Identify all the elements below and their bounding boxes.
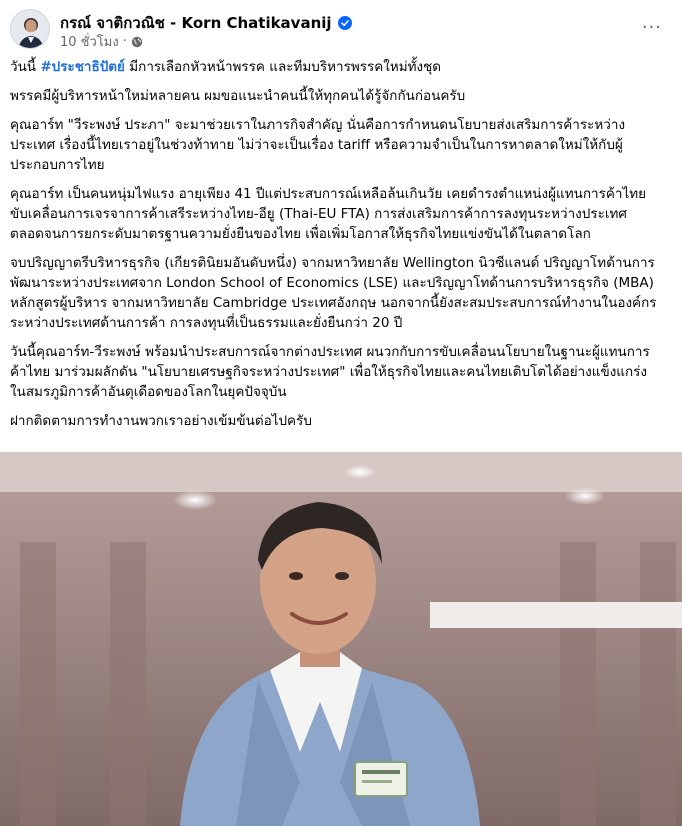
globe-icon[interactable] bbox=[131, 36, 143, 48]
paragraph-5: จบปริญญาตรีบริหารธุรกิจ (เกียรตินิยมอันดับหนึ่ง) จากมหาวิทยาลัย Wellington นิวซีแลนด์ ปริญญาโทด้านการพัฒนาระหว่างประเทศจาก London School of Economics (LSE) และปริญญาโทด้านการบริหารธุรกิจ (MBA) หลักสูตรผู้บริหาร จากมหาวิทยาลัย Cambridge ประเทศอังกฤษ นอกจากนี้ยังสะสมประสบการณ์ทำงานในองค์กรระหว่างประเทศด้านการค้า การลงทุนที่เป็นธรรมและยั่งยืนกว่า 20 ปี bbox=[10, 255, 657, 331]
post-timestamp[interactable]: 10 ชั่วโมง bbox=[60, 35, 119, 50]
p1-prefix: วันนี้ bbox=[10, 59, 37, 75]
paragraph-7: ฝากติดตามการทำงานพวกเราอย่างเข้มข้นต่อไปครับ bbox=[10, 413, 312, 429]
paragraph-3: คุณอาร์ท "วีระพงษ์ ประภา" จะมาช่วยเราในภารกิจสำคัญ นั่นคือการกำหนดนโยบายส่งเสริมการค้าระหว่างประเทศ เรื่องนี้ไทยเราอยู่ในช่วงท้าทาย ไม่ว่าจะเป็นเรื่อง tariff หรือความจำเป็นในการหาตลาดใหม่ให้กับผู้ประกอบการไทย bbox=[10, 117, 626, 173]
post-text bbox=[10, 57, 660, 431]
post-header bbox=[10, 7, 672, 51]
paragraph-6: วันนี้คุณอาร์ท-วีระพงษ์ พร้อมนำประสบการณ์จากต่างประเทศ ผนวกกับการขับเคลื่อนนโยบายในฐานะผู้แทนการค้าไทย มาร่วมผลักดัน "นโยบายเศรษฐกิจระหว่างประเทศ" เพื่อให้ธุรกิจไทยและคนไทยเติบโตได้อย่างแข็งแกร่งในสมรภูมิการค้าอันดุเดือดของโลกในยุคปัจจุบัน bbox=[10, 344, 650, 400]
post-photo[interactable] bbox=[0, 452, 682, 826]
post-meta bbox=[60, 31, 143, 52]
verified-badge-icon bbox=[338, 16, 352, 30]
author-name[interactable]: กรณ์ จาติกวณิช - Korn Chatikavanij bbox=[60, 14, 332, 32]
photo-scene bbox=[0, 452, 682, 826]
more-options-icon[interactable]: ··· bbox=[641, 17, 662, 38]
p1-suffix: มีการเลือกหัวหน้าพรรค และทีมบริหารพรรคใหม่ทั้งชุด bbox=[124, 59, 442, 75]
paragraph-1 bbox=[10, 57, 660, 77]
meta-separator: · bbox=[122, 34, 127, 49]
paragraph-4: คุณอาร์ท เป็นคนหนุ่มไฟแรง อายุเพียง 41 ปีแต่ประสบการณ์เหลือล้นเกินวัย เคยดำรงตำแหน่งผู้แทนการค้าไทย ขับเคลื่อนการเจรจาการค้าเสรีระหว่างไทย-อียู (Thai-EU FTA) การส่งเสริมการค้าการลงทุนระหว่างประเทศ ตลอดจนการยกระดับมาตรฐานความยั่งยืนของไทย เพื่อเพิ่มโอกาสให้ธุรกิจไทยแข่งขันได้ในตลาดโลก bbox=[10, 186, 647, 242]
paragraph-2: พรรคมีผู้บริหารหน้าใหม่หลายคน ผมขอแนะนำคนนี้ให้ทุกคนได้รู้จักกันก่อนครับ bbox=[10, 88, 466, 104]
hashtag-link[interactable]: #ประชาธิปัตย์ bbox=[40, 59, 125, 75]
author-avatar[interactable] bbox=[10, 9, 50, 49]
